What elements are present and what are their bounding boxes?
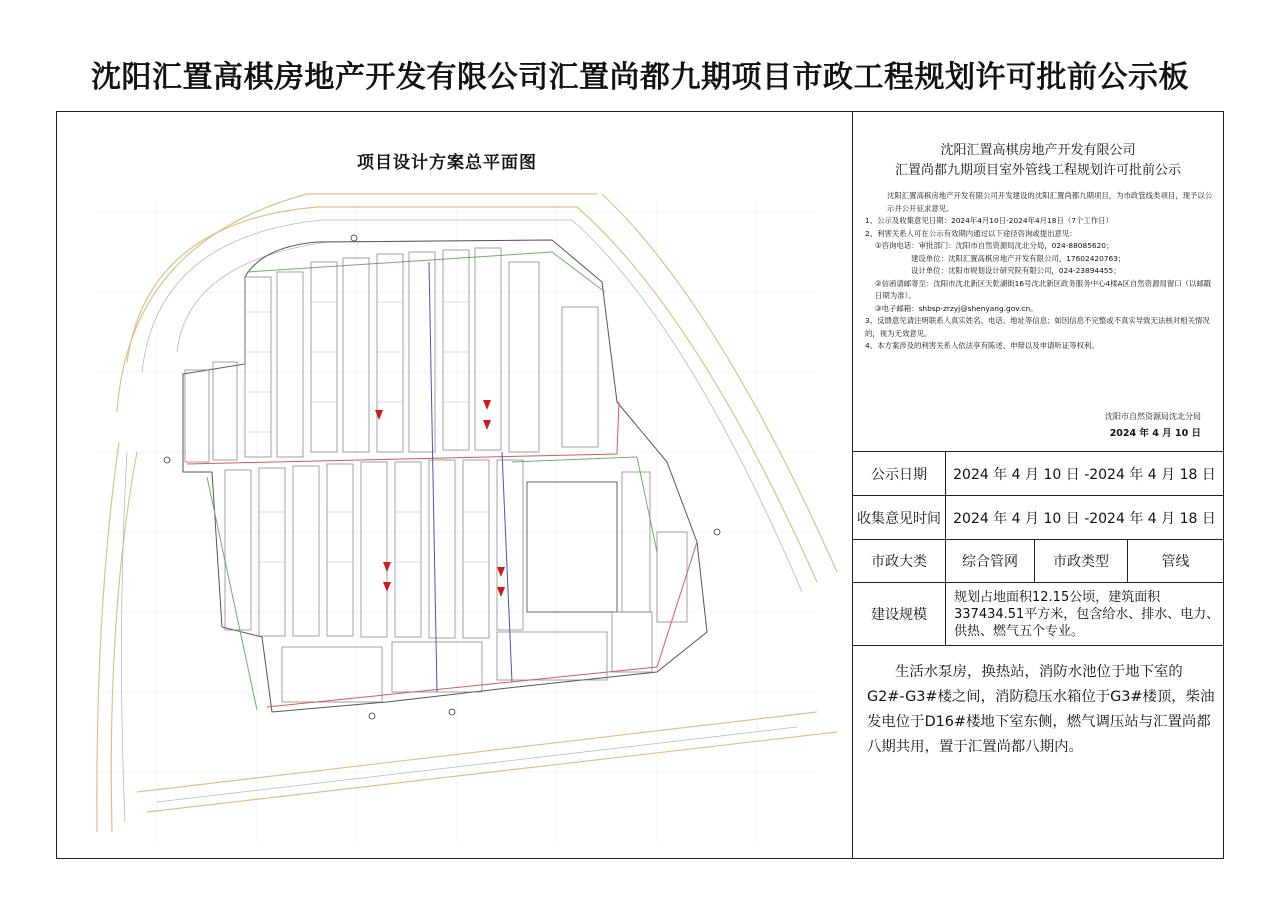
notice-item-2: 2、利害关系人可在公示有效期内通过以下途径咨询或提出意见：	[865, 228, 1077, 238]
notice-body	[865, 190, 1213, 353]
notice-contact-email: ③电子邮箱：shbsp-zrzyj@shenyang.gov.cn。	[875, 303, 1038, 313]
site-plan-panel	[57, 112, 853, 858]
publicity-date-value: 2024 年 4 月 10 日 -2024 年 4 月 18 日	[945, 452, 1223, 495]
publicity-date-label: 公示日期	[871, 466, 927, 483]
category-label: 市政大类	[871, 554, 927, 570]
row-category	[853, 540, 1223, 583]
notice-board-frame	[56, 111, 1224, 859]
type-label: 市政类型	[1034, 540, 1127, 582]
row-collect-time	[853, 496, 1223, 540]
notice-item-3: 3、反馈意见请注明联系人真实姓名、电话、地址等信息；如因信息不完整或不真实导致无法核对相关情况的，视为无效意见。	[865, 316, 1210, 338]
row-scale	[853, 583, 1223, 646]
type-value: 管线	[1127, 540, 1223, 582]
row-publicity-date	[853, 452, 1223, 496]
notice-contact-phone: ①咨询电话：审批部门：沈阳市自然资源局沈北分局，024-88085620；	[875, 241, 1114, 250]
notice-organization: 沈阳市自然资源局沈北分局	[1105, 412, 1201, 421]
notice-contact-mail: ②信函请邮寄至：沈阳市沈北新区天乾湖街16号沈北新区政务服务中心4楼A区自然资源局窗口（以邮戳日期为准）。	[875, 278, 1212, 300]
notice-panel	[853, 112, 1223, 858]
collect-time-value: 2024 年 4 月 10 日 -2024 年 4 月 18 日	[945, 496, 1223, 539]
notice-date: 2024 年 4 月 10 日	[1109, 428, 1201, 439]
notice-contact-builder: 建设单位：沈阳汇置高棋房地产开发有限公司，17602420763；	[911, 253, 1126, 263]
site-plan-drawing	[57, 112, 853, 858]
notice-intro: 沈阳汇置高棋房地产开发有限公司开发建设的沈阳汇置尚都九期项目，为市政管线类项目，现予以公示并公开征求意见。	[887, 191, 1213, 213]
notice-section	[853, 112, 1223, 452]
notice-title-line1: 沈阳汇置高棋房地产开发有限公司	[940, 143, 1136, 158]
page-title: 沈阳汇置高棋房地产开发有限公司汇置尚都九期项目市政工程规划许可批前公示板	[91, 60, 1189, 95]
scale-value: 规划占地面积12.15公顷，建筑面积337434.51平方米，包含给水、排水、电力、供热、燃气五个专业。	[945, 583, 1223, 645]
collect-time-label: 收集意见时间	[857, 510, 941, 527]
notice-title-line2: 汇置尚都九期项目室外管线工程规划许可批前公示	[894, 163, 1181, 178]
site-plan-title: 项目设计方案总平面图	[357, 153, 537, 173]
category-value: 综合管网	[945, 540, 1034, 582]
notice-item-1: 1、公示及收集意见日期：2024年4月10日-2024年4月18日（7个工作日）	[865, 216, 1113, 225]
notice-item-4: 4、本方案涉及的利害关系人依法享有陈述、申辩以及申请听证等权利。	[865, 341, 1099, 350]
scale-label: 建设规模	[871, 607, 927, 623]
facility-description: 生活水泵房，换热站，消防水池位于地下室的G2#-G3#楼之间，消防稳压水箱位于G3#楼顶，柴油发电位于D16#楼地下室东侧，燃气调压站与汇置尚都八期共用，置于汇置尚都八期内。	[867, 664, 1215, 755]
notice-contact-designer: 设计单位：沈阳市规划设计研究院有限公司，024-23894455；	[911, 266, 1121, 275]
